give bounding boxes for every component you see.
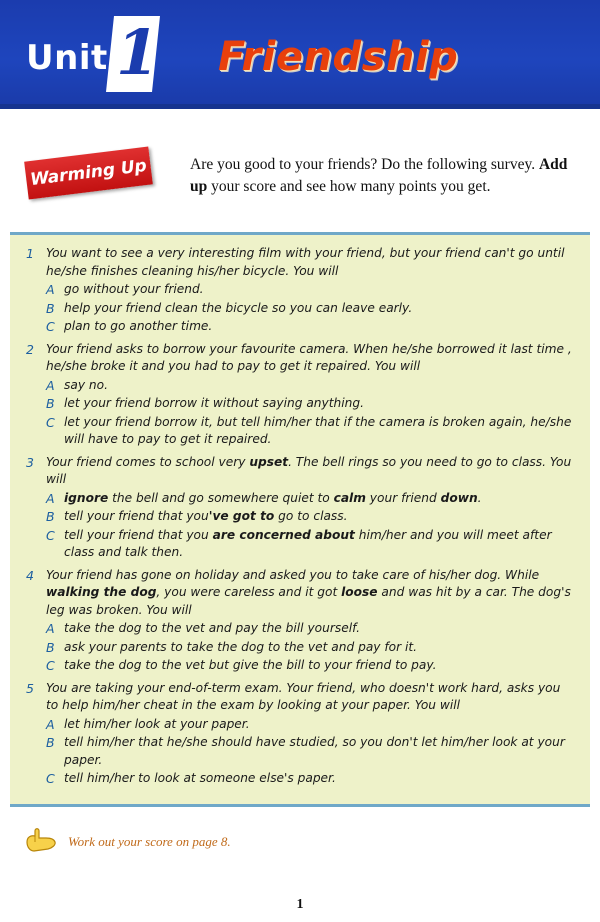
warming-up-tag-label: Warming Up bbox=[29, 155, 148, 191]
question-spacer bbox=[24, 449, 576, 452]
header-inner bbox=[0, 0, 600, 108]
answer-option[interactable] bbox=[24, 414, 576, 449]
option-text: tell him/her that he/she should have studied, so you don't let him/her look at your paper. bbox=[64, 735, 565, 767]
survey-question bbox=[24, 341, 576, 452]
option-text: let your friend borrow it without saying anything. bbox=[64, 396, 364, 410]
option-text: tell him/her to look at someone else's paper. bbox=[64, 771, 336, 785]
answer-option[interactable] bbox=[24, 300, 576, 318]
question-line bbox=[24, 245, 576, 280]
footer-divider bbox=[0, 884, 600, 885]
answer-option[interactable] bbox=[24, 490, 576, 508]
option-text: tell your friend that you are concerned about him/her and you will meet after class and talk then. bbox=[64, 527, 552, 559]
option-letter: B bbox=[46, 639, 55, 655]
answer-option[interactable] bbox=[24, 716, 576, 734]
question-spacer bbox=[24, 336, 576, 339]
question-number: 5 bbox=[26, 680, 34, 696]
survey-question bbox=[24, 245, 576, 339]
footer-note bbox=[20, 828, 580, 858]
survey-question-list bbox=[24, 245, 576, 791]
option-text: take the dog to the vet but give the bill to your friend to pay. bbox=[64, 658, 437, 672]
question-text: Your friend asks to borrow your favourite camera. When he/she borrowed it last time , he/she broke it and you had to pay to get it repaired. You will bbox=[46, 341, 572, 373]
option-letter: B bbox=[46, 735, 55, 750]
page-title: Friendship bbox=[218, 34, 459, 80]
option-letter: C bbox=[46, 414, 55, 430]
footer-note-text: Work out your score on page 8. bbox=[68, 834, 231, 849]
unit-number-badge bbox=[110, 16, 162, 94]
answer-option[interactable] bbox=[24, 508, 576, 526]
answer-option[interactable] bbox=[24, 734, 576, 769]
answer-option[interactable] bbox=[24, 395, 576, 413]
pointing-hand-icon bbox=[24, 826, 58, 854]
header-bottom-strip bbox=[0, 104, 600, 109]
question-number: 1 bbox=[26, 246, 34, 261]
question-number: 4 bbox=[26, 567, 34, 583]
option-text: ask your parents to take the dog to the vet and pay for it. bbox=[64, 639, 418, 654]
option-text: say no. bbox=[64, 377, 108, 392]
option-text: tell your friend that you've got to go to class. bbox=[64, 509, 348, 523]
warming-up-instructions: Are you good to your friends? Do the following survey. Add up your score and see how many points you get. bbox=[190, 156, 568, 195]
option-letter: A bbox=[46, 377, 55, 393]
option-letter: C bbox=[46, 771, 55, 786]
question-line bbox=[24, 567, 576, 620]
question-number: 3 bbox=[26, 454, 34, 470]
option-letter: A bbox=[46, 621, 55, 636]
question-line bbox=[24, 341, 576, 376]
question-spacer bbox=[24, 675, 576, 678]
option-letter: A bbox=[46, 716, 55, 732]
answer-option[interactable] bbox=[24, 281, 576, 299]
option-letter: B bbox=[46, 396, 55, 411]
option-text: let your friend borrow it, but tell him/her that if the camera is broken again, he/she will have to pay to get it repaired. bbox=[64, 414, 572, 446]
warming-up-section bbox=[0, 140, 600, 215]
survey-question bbox=[24, 567, 576, 678]
unit-word-label: Unit bbox=[26, 38, 108, 78]
question-number: 2 bbox=[26, 341, 34, 357]
warming-up-tag bbox=[24, 147, 153, 200]
unit-number-label: 1 bbox=[116, 16, 160, 89]
question-spacer bbox=[24, 562, 576, 565]
question-line bbox=[24, 680, 576, 715]
option-text: take the dog to the vet and pay the bill yourself. bbox=[64, 621, 361, 635]
option-letter: A bbox=[46, 282, 55, 297]
question-text: Your friend has gone on holiday and asked you to take care of his/her dog. While walking the dog, you were careless and it got loose and was hit by a car. The dog's leg was broken. You will bbox=[46, 567, 571, 617]
option-text: ignore the bell and go somewhere quiet to calm your friend down. bbox=[64, 490, 482, 505]
option-text: let him/her look at your paper. bbox=[64, 716, 250, 731]
option-letter: A bbox=[46, 490, 55, 506]
option-text: go without your friend. bbox=[64, 282, 204, 296]
question-spacer bbox=[24, 788, 576, 791]
unit-header-banner bbox=[0, 0, 600, 108]
question-line bbox=[24, 454, 576, 489]
option-text: plan to go another time. bbox=[64, 319, 213, 333]
answer-option[interactable] bbox=[24, 377, 576, 395]
option-letter: B bbox=[46, 509, 55, 524]
question-text: You are taking your end-of-term exam. Your friend, who doesn't work hard, asks you to help him/her cheat in the exam by looking at your paper. You will bbox=[46, 680, 561, 712]
option-text: help your friend clean the bicycle so you can leave early. bbox=[64, 300, 413, 315]
answer-option[interactable] bbox=[24, 657, 576, 675]
answer-option[interactable] bbox=[24, 770, 576, 788]
option-letter: B bbox=[46, 300, 55, 316]
answer-option[interactable] bbox=[24, 620, 576, 638]
survey-question bbox=[24, 680, 576, 791]
question-text: You want to see a very interesting film with your friend, but your friend can't go until he/she finishes cleaning his/her bicycle. You will bbox=[46, 246, 565, 278]
option-letter: C bbox=[46, 658, 55, 673]
question-text: Your friend comes to school very upset. The bell rings so you need to go to class. You will bbox=[46, 454, 572, 486]
answer-option[interactable] bbox=[24, 639, 576, 657]
option-letter: C bbox=[46, 527, 55, 543]
answer-option[interactable] bbox=[24, 527, 576, 562]
survey-panel bbox=[10, 232, 590, 807]
answer-option[interactable] bbox=[24, 318, 576, 336]
page-number: 1 bbox=[296, 897, 304, 912]
survey-question bbox=[24, 454, 576, 565]
option-letter: C bbox=[46, 319, 55, 334]
